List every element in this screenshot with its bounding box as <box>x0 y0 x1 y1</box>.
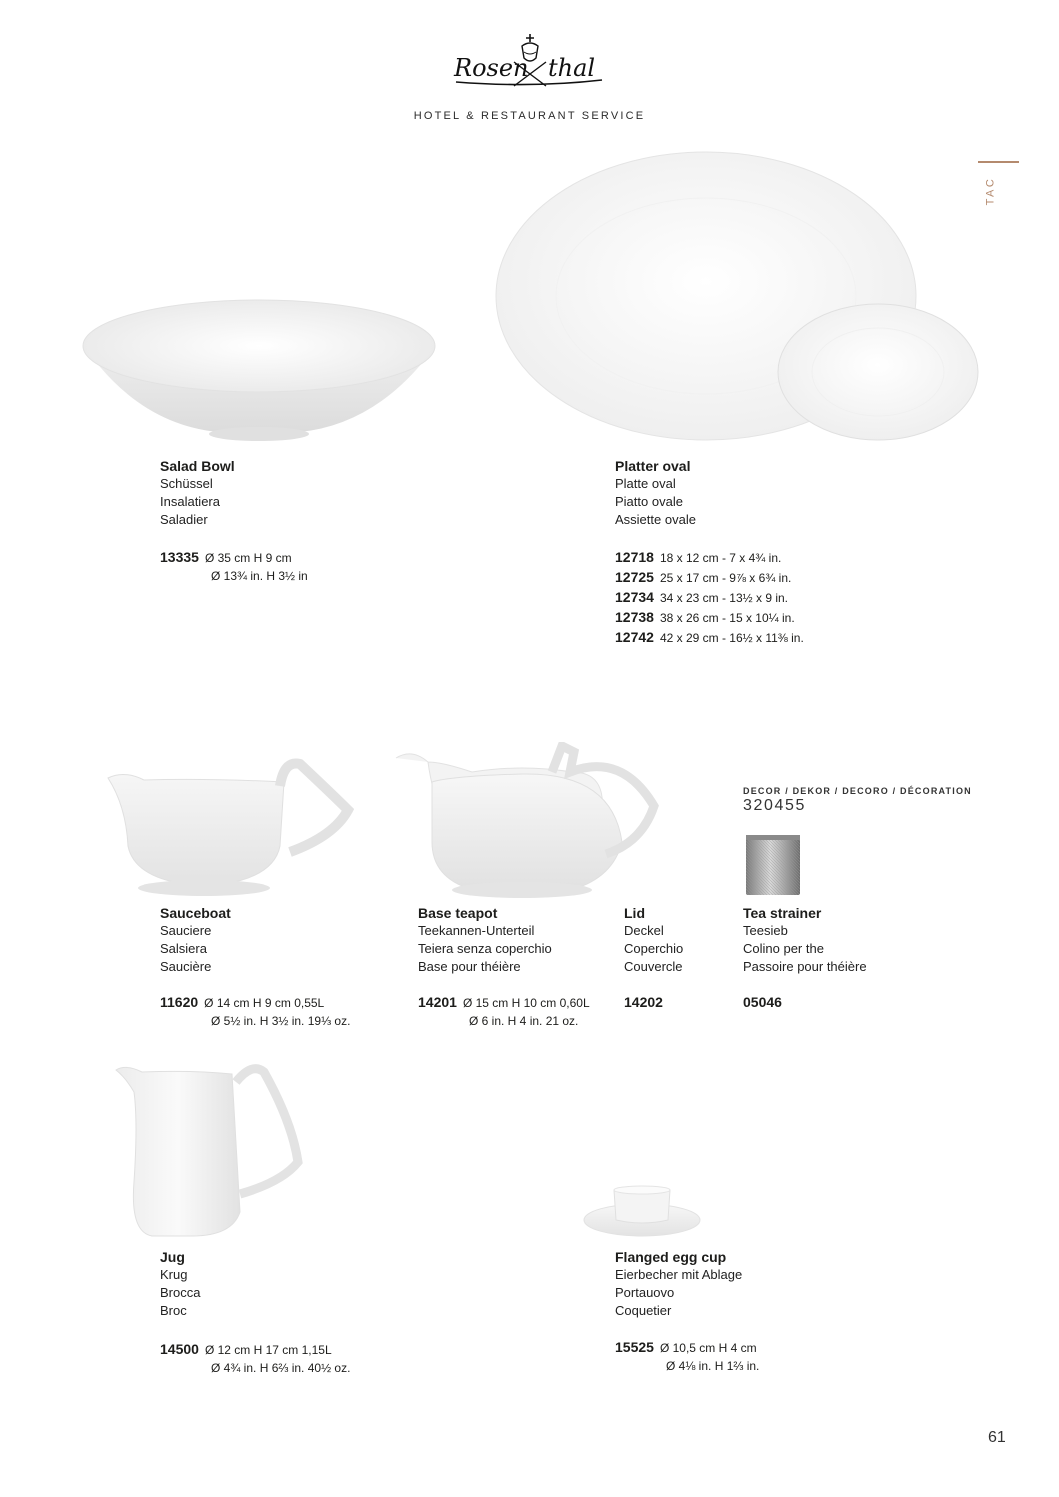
article-code: 14202 <box>624 994 663 1010</box>
translation: Krug <box>160 1267 188 1282</box>
size-spec: 42 x 29 cm - 16½ x 11⅜ in. <box>659 631 804 645</box>
size-row <box>615 588 804 608</box>
article-code: 11620 <box>160 994 199 1010</box>
sauceboat-image <box>104 756 354 900</box>
side-tab-rule <box>978 161 1019 163</box>
jug-image <box>112 1062 308 1238</box>
product-name: Flanged egg cup <box>615 1249 727 1265</box>
spec-imperial: Ø 4¾ in. H 6⅔ in. 40½ oz. <box>211 1361 351 1375</box>
svg-text:Rosen: Rosen <box>454 54 529 82</box>
translation: Teiera senza coperchio <box>418 941 552 956</box>
size-spec: 38 x 26 cm - 15 x 10¼ in. <box>659 611 795 625</box>
side-tab-label: TAC <box>984 176 997 206</box>
salad-bowl-spec <box>160 548 308 585</box>
decor-code: 320455 <box>743 797 806 814</box>
translation: Salsiera <box>160 941 207 956</box>
article-code: 05046 <box>743 994 782 1010</box>
sauceboat-spec <box>160 993 350 1030</box>
article-code: 14201 <box>418 994 457 1010</box>
rosenthal-logo <box>452 32 608 90</box>
product-name: Sauceboat <box>160 905 231 921</box>
product-name: Jug <box>160 1249 185 1265</box>
spec-metric: Ø 12 cm H 17 cm 1,15L <box>204 1343 332 1357</box>
side-tab <box>986 177 1014 207</box>
base-teapot-info <box>418 904 552 976</box>
translation: Broc <box>160 1303 187 1318</box>
spec-metric: Ø 15 cm H 10 cm 0,60L <box>462 996 590 1010</box>
translation: Saucière <box>160 959 212 974</box>
jug-spec <box>160 1340 350 1377</box>
translation: Eierbecher mit Ablage <box>615 1267 743 1282</box>
size-row <box>615 568 804 588</box>
article-code: 12718 <box>615 549 654 565</box>
translation: Sauciere <box>160 923 212 938</box>
size-row <box>615 548 804 568</box>
product-name: Lid <box>624 905 645 921</box>
translation: Brocca <box>160 1285 201 1300</box>
translation: Insalatiera <box>160 494 220 509</box>
size-spec: 25 x 17 cm - 9⅞ x 6¾ in. <box>659 571 792 585</box>
platter-oval-sizes <box>615 548 804 648</box>
egg-cup-spec <box>615 1338 759 1375</box>
header-tagline: HOTEL & RESTAURANT SERVICE <box>413 110 646 122</box>
tea-strainer-spec <box>743 993 788 1013</box>
article-code: 12725 <box>615 569 654 585</box>
article-code: 15525 <box>615 1339 654 1355</box>
size-row <box>615 608 804 628</box>
translation: Teesieb <box>743 923 788 938</box>
translation: Saladier <box>160 512 208 527</box>
base-teapot-spec <box>418 993 590 1030</box>
translation: Couvercle <box>624 959 683 974</box>
translation: Piatto ovale <box>615 494 683 509</box>
page-number: 61 <box>988 1429 1006 1446</box>
product-name: Tea strainer <box>743 905 822 921</box>
platter-oval-info <box>615 457 696 529</box>
translation: Coperchio <box>624 941 684 956</box>
egg-cup-info <box>615 1248 742 1320</box>
translation: Assiette ovale <box>615 512 696 527</box>
base-teapot-image <box>392 742 668 898</box>
size-spec: 18 x 12 cm - 7 x 4¾ in. <box>659 551 782 565</box>
jug-info <box>160 1248 200 1320</box>
platter-oval-image <box>494 150 984 450</box>
product-name: Base teapot <box>418 905 498 921</box>
product-name: Salad Bowl <box>160 458 235 474</box>
product-name: Platter oval <box>615 458 691 474</box>
article-code: 12738 <box>615 609 654 625</box>
spec-metric: Ø 35 cm H 9 cm <box>204 551 292 565</box>
lid-spec <box>624 993 669 1013</box>
salad-bowl-image <box>78 296 440 446</box>
article-code: 14500 <box>160 1341 199 1357</box>
decor-label: DECOR / DEKOR / DECORO / DÉCORATION <box>743 786 972 796</box>
tea-strainer-info <box>743 904 867 976</box>
svg-text:thal: thal <box>548 54 596 82</box>
size-row <box>615 628 804 648</box>
spec-imperial: Ø 6 in. H 4 in. 21 oz. <box>469 1014 579 1028</box>
translation: Platte oval <box>615 476 676 491</box>
translation: Deckel <box>624 923 664 938</box>
article-code: 13335 <box>160 549 199 565</box>
size-spec: 34 x 23 cm - 13½ x 9 in. <box>659 591 788 605</box>
translation: Base pour théière <box>418 959 521 974</box>
tea-strainer-image <box>744 833 802 897</box>
sauceboat-info <box>160 904 231 976</box>
spec-metric: Ø 14 cm H 9 cm 0,55L <box>204 996 325 1010</box>
egg-cup-image <box>580 1184 704 1240</box>
translation: Colino per the <box>743 941 824 956</box>
lid-info <box>624 904 683 976</box>
spec-imperial: Ø 13¾ in. H 3½ in <box>211 569 308 583</box>
translation: Coquetier <box>615 1303 672 1318</box>
salad-bowl-info <box>160 457 235 529</box>
article-code: 12734 <box>615 589 654 605</box>
article-code: 12742 <box>615 629 654 645</box>
translation: Teekannen-Unterteil <box>418 923 535 938</box>
spec-imperial: Ø 5½ in. H 3½ in. 19⅓ oz. <box>211 1014 351 1028</box>
spec-imperial: Ø 4⅛ in. H 1⅔ in. <box>666 1359 760 1373</box>
translation: Portauovo <box>615 1285 675 1300</box>
translation: Schüssel <box>160 476 213 491</box>
translation: Passoire pour théière <box>743 959 867 974</box>
spec-metric: Ø 10,5 cm H 4 cm <box>659 1341 757 1355</box>
